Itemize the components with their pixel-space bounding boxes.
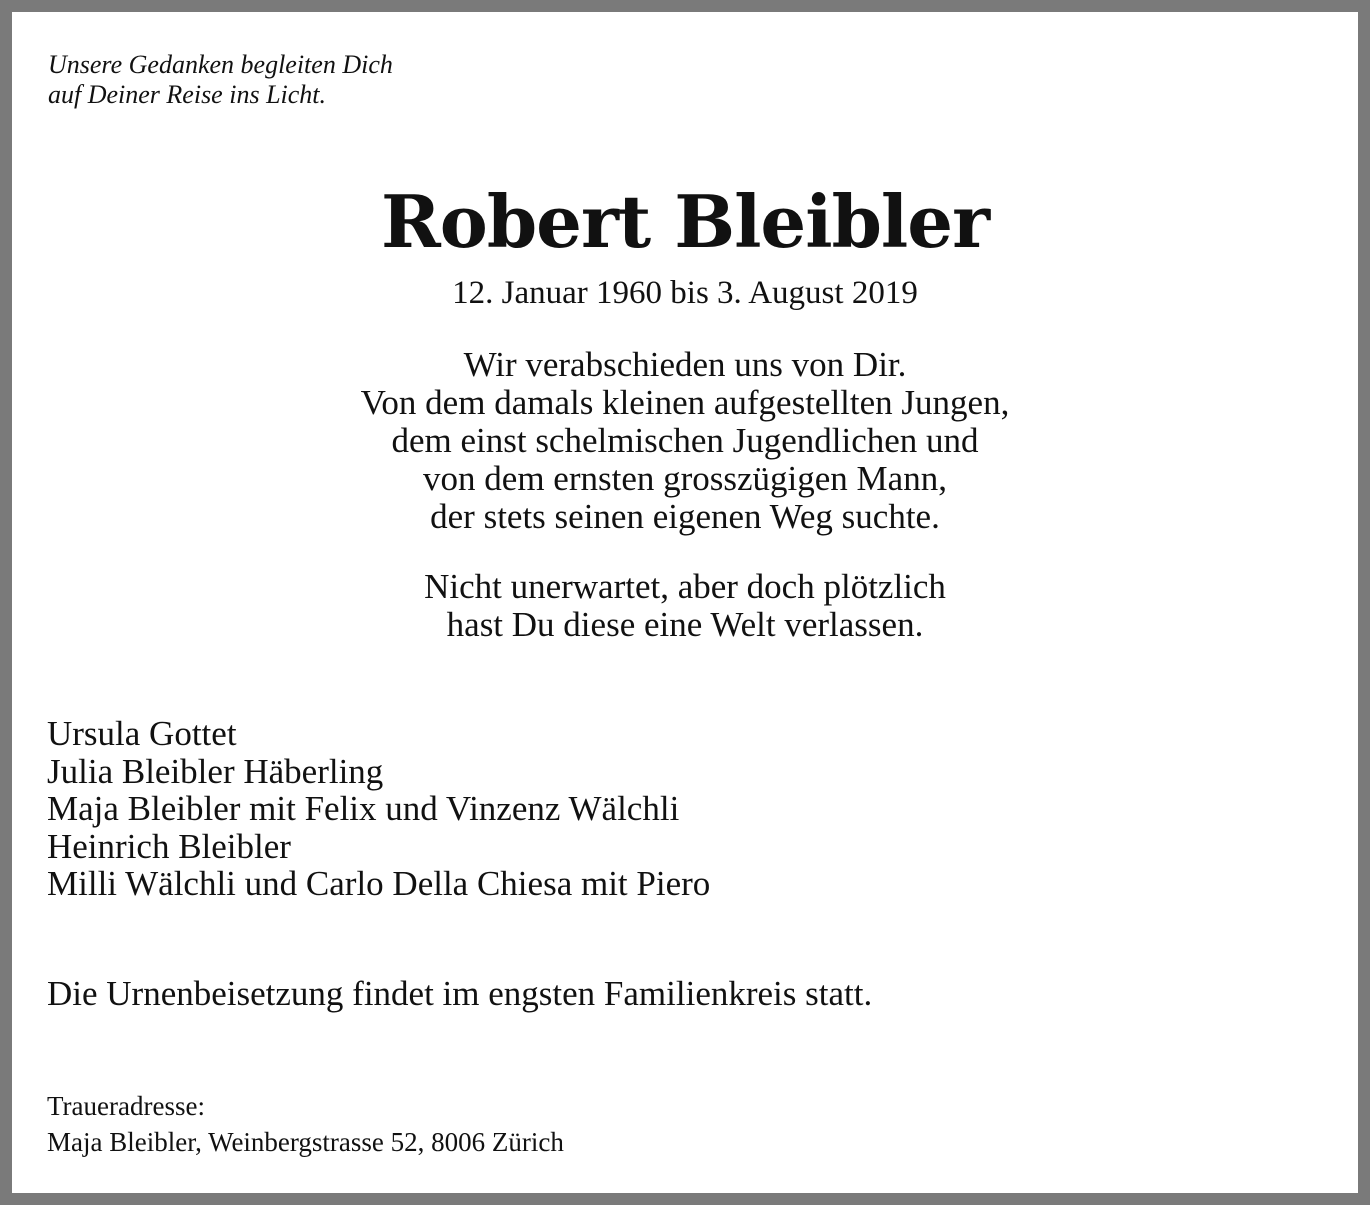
mourners-list [47, 715, 710, 903]
motto-line: auf Deiner Reise ins Licht. [48, 80, 327, 109]
deceased-name: Robert Bleibler [380, 179, 990, 264]
verse-line: von dem ernsten grosszügigen Mann, [423, 459, 947, 498]
farewell-verse [12, 346, 1358, 536]
obituary-page [12, 12, 1358, 1193]
motto [48, 50, 393, 110]
verse-line: hast Du diese eine Welt verlassen. [446, 605, 924, 644]
closing-verse [12, 568, 1358, 644]
verse-line: dem einst schelmischen Jugendlichen und [391, 421, 979, 460]
life-dates: 12. Januar 1960 bis 3. August 2019 [452, 275, 918, 311]
address-value: Maja Bleibler, Weinbergstrasse 52, 8006 Zürich [47, 1127, 564, 1157]
mourner: Ursula Gottet [47, 714, 237, 753]
verse-line: Nicht unerwartet, aber doch plötzlich [424, 567, 946, 606]
mourner: Maja Bleibler mit Felix und Vinzenz Wälchli [47, 789, 680, 828]
mourner: Milli Wälchli und Carlo Della Chiesa mit Piero [47, 864, 711, 903]
verse-line: Von dem damals kleinen aufgestellten Jungen, [360, 383, 1010, 422]
motto-line: Unsere Gedanken begleiten Dich [48, 50, 393, 79]
address-label: Traueradresse: [47, 1091, 205, 1121]
mourner: Heinrich Bleibler [47, 826, 291, 866]
mourning-address [47, 1088, 564, 1160]
mourner: Julia Bleibler Häberling [47, 751, 384, 791]
verse-line: der stets seinen eigenen Weg suchte. [430, 497, 940, 536]
burial-note: Die Urnenbeisetzung findet im engsten Familienkreis statt. [47, 974, 873, 1013]
verse-line: Wir verabschieden uns von Dir. [463, 345, 907, 384]
